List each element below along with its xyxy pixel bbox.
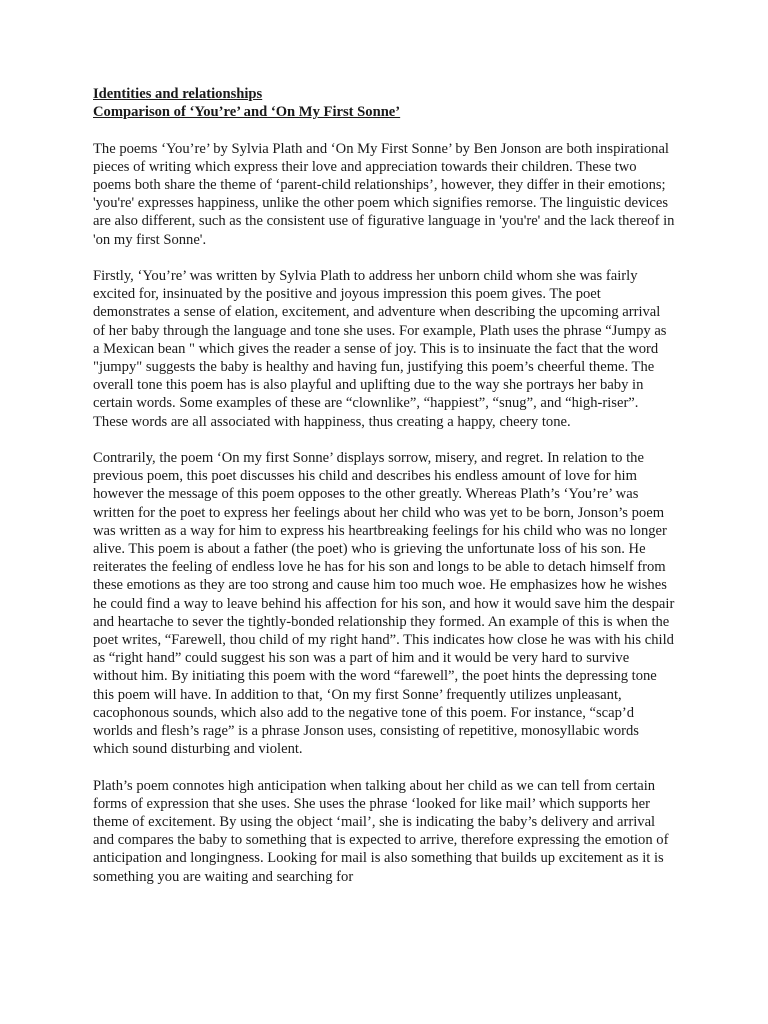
paragraph-first-sonne: Contrarily, the poem ‘On my first Sonne’ displays sorrow, misery, and regret. In relation to the previous poem, this poet discusses his child and describes his endless amount of love for him however the message of this poem opposes to the other greatly. Whereas Plath’s ‘You’re’ was written for the poet to express her feelings about her child who was yet to be born, Jonson’s poem was written as a way for him to express his heartbreaking feelings for his child who was no longer alive. This poem is about a father (the poet) who is grieving the unfortunate loss of his son. He reiterates the feeling of endless love he has for his son and longs to be able to detach himself from these emotions as they are too strong and cause him too much woe. He emphasizes how he wishes he could find a way to leave behind his affection for his son, and how it would save him the despair and heartache to sever the tightly-bonded relationship they formed. An example of this is when the poet writes, “Farewell, thou child of my right hand”. This indicates how close he was with his child as “right hand” could suggest his son was a part of him and it would be very hard to survive without him. By initiating this poem with the word “farewell”, the poet hints the depressing tone this poem will have. In addition to that, ‘On my first Sonne’ frequently utilizes unpleasant, cacophonous sounds, which also add to the negative tone of this poem. For instance, “scap’d worlds and flesh’s rage” is a phrase Jonson uses, consisting of repetitive, monosyllabic words which sound disturbing and violent. xyxy=(93,450,675,758)
document-page xyxy=(93,85,675,886)
paragraph-youre: Firstly, ‘You’re’ was written by Sylvia Plath to address her unborn child whom she was fairly excited for, insinuated by the positive and joyous impression this poem gives. The poet demonstrates a sense of elation, excitement, and adventure when describing the upcoming arrival of her baby through the language and tone she uses. For example, Plath uses the phrase “Jumpy as a Mexican bean " which gives the reader a sense of joy. This is to insinuate the fact that the word "jumpy" suggests the baby is healthy and having fun, justifying this poem’s cheerful theme. The overall tone this poem has is also playful and uplifting due to the way she portrays her baby in certain words. Some examples of these are “clownlike”, “happiest”, “snug”, and “high-riser”. These words are all associated with happiness, thus creating a happy, cheery tone. xyxy=(93,268,667,430)
spacer xyxy=(93,431,675,449)
paragraph-anticipation: Plath’s poem connotes high anticipation when talking about her child as we can tell from certain forms of expression that she uses. She uses the phrase ‘looked for like mail’ which supports her theme of excitement. By using the object ‘mail’, she is indicating the baby’s delivery and arrival and compares the baby to something that is expected to arrive, therefore expressing the emotion of anticipation and longingness. Looking for mail is also something that builds up excitement as it is something you are waiting and searching for xyxy=(93,777,669,885)
spacer xyxy=(93,249,675,267)
document-subheading: Comparison of ‘You’re’ and ‘On My First Sonne’ xyxy=(93,104,401,121)
spacer xyxy=(93,121,675,139)
spacer xyxy=(93,758,675,776)
document-heading: Identities and relationships xyxy=(93,86,263,102)
paragraph-intro: The poems ‘You’re’ by Sylvia Plath and ‘On My First Sonne’ by Ben Jonson are both inspirational pieces of writing which express their love and appreciation towards their children. These two poems both share the theme of ‘parent-child relationships’, however, they differ in their emotions; 'you're' expresses happiness, unlike the other poem which signifies remorse. The linguistic devices are also different, such as the consistent use of figurative language in 'you're' and the lack thereof in 'on my first Sonne'. xyxy=(93,140,675,248)
